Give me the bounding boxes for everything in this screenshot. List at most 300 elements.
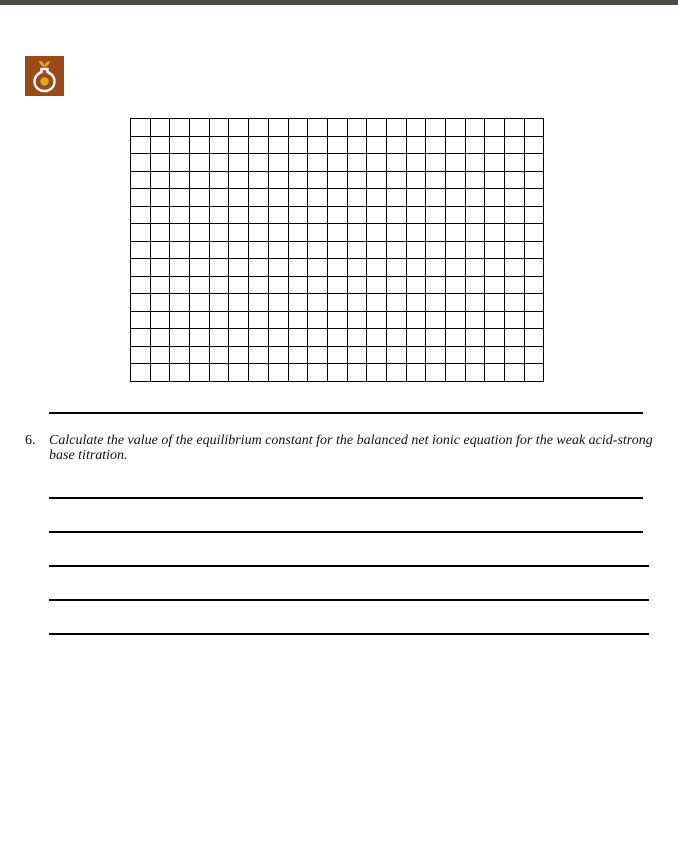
grid-cell [229,136,249,154]
grid-cell [249,206,269,224]
grid-cell [288,206,308,224]
grid-cell [446,329,466,347]
grid-cell [347,276,367,294]
grid-cell [190,276,210,294]
grid-cell [209,276,229,294]
grid-cell [386,206,406,224]
grid-cell [327,276,347,294]
grid-cell [367,241,387,259]
answer-line [49,497,643,499]
grid-cell [268,119,288,137]
grid-cell [288,224,308,242]
grid-cell [131,136,151,154]
answer-line [49,599,649,601]
grid-cell [485,259,505,277]
grid-cell [288,294,308,312]
grid-cell [367,259,387,277]
grid-cell [327,259,347,277]
flask-sprout-icon [25,56,64,96]
grid-cell [446,346,466,364]
grid-cell [170,294,190,312]
grid-cell [229,276,249,294]
grid-cell [190,364,210,382]
grid-cell [229,294,249,312]
grid-cell [406,136,426,154]
grid-cell [209,189,229,207]
grid-cell [367,206,387,224]
grid-cell [465,294,485,312]
grid-cell [505,364,525,382]
grid-cell [505,259,525,277]
grid-cell [465,119,485,137]
grid-cell [249,119,269,137]
grid-cell [288,189,308,207]
grid-cell [131,154,151,172]
grid-cell [131,206,151,224]
grid-cell [465,171,485,189]
grid-cell [308,294,328,312]
grid-cell [170,241,190,259]
grid-cell [524,136,544,154]
grid-cell [268,294,288,312]
grid-cell [229,224,249,242]
grid-cell [485,206,505,224]
grid-cell [485,154,505,172]
grid-cell [131,171,151,189]
grid-cell [426,136,446,154]
grid-cell [150,224,170,242]
grid-cell [386,259,406,277]
grid-cell [268,154,288,172]
grid-cell [367,171,387,189]
grid-cell [386,189,406,207]
grid-cell [347,206,367,224]
grid-cell [465,311,485,329]
grid-cell [406,346,426,364]
grid-cell [131,224,151,242]
grid-cell [170,364,190,382]
grid-cell [347,224,367,242]
grid-cell [446,189,466,207]
grid-cell [327,171,347,189]
grid-cell [465,136,485,154]
grid-cell [190,311,210,329]
grid-cell [485,189,505,207]
grid-cell [386,154,406,172]
grid-row [131,119,544,137]
grid-cell [268,329,288,347]
grid-cell [524,311,544,329]
grid-cell [170,206,190,224]
grid-cell [426,206,446,224]
grid-cell [209,294,229,312]
graph-paper-grid [130,118,544,382]
grid-cell [190,329,210,347]
grid-cell [170,136,190,154]
grid-cell [505,189,525,207]
grid-cell [170,346,190,364]
grid-cell [308,136,328,154]
grid-cell [327,364,347,382]
grid-cell [170,311,190,329]
answer-line [49,412,643,414]
grid-cell [327,346,347,364]
grid-cell [465,259,485,277]
grid-cell [347,346,367,364]
question-number: 6. [25,433,36,448]
grid-cell [249,154,269,172]
grid-cell [308,329,328,347]
grid-cell [524,119,544,137]
grid-cell [406,276,426,294]
grid-cell [288,346,308,364]
grid-cell [524,294,544,312]
grid-cell [426,346,446,364]
grid-cell [327,136,347,154]
grid-cell [367,136,387,154]
grid-row [131,136,544,154]
grid-cell [505,346,525,364]
grid-cell [485,119,505,137]
grid-cell [308,311,328,329]
grid-cell [209,364,229,382]
grid-cell [249,364,269,382]
grid-cell [386,224,406,242]
grid-cell [229,171,249,189]
grid-cell [229,206,249,224]
grid-cell [347,136,367,154]
grid-cell [308,171,328,189]
grid-cell [249,224,269,242]
grid-cell [229,259,249,277]
grid-cell [249,294,269,312]
grid-cell [505,136,525,154]
grid-cell [170,259,190,277]
grid-cell [426,171,446,189]
grid-cell [406,154,426,172]
grid-cell [268,276,288,294]
grid-cell [505,171,525,189]
grid-row [131,189,544,207]
grid-cell [426,259,446,277]
grid-cell [190,224,210,242]
grid-cell [446,259,466,277]
grid-cell [524,171,544,189]
grid-cell [406,189,426,207]
grid-cell [190,171,210,189]
grid-row [131,364,544,382]
grid-cell [327,311,347,329]
grid-cell [406,294,426,312]
grid-cell [386,329,406,347]
grid-cell [367,364,387,382]
grid-cell [426,294,446,312]
grid-cell [465,346,485,364]
grid-cell [426,241,446,259]
grid-cell [308,276,328,294]
question-text: Calculate the value of the equilibrium constant for the balanced net ionic equation for the weak acid-strong base titration. [49,433,653,463]
grid-cell [426,224,446,242]
grid-cell [406,259,426,277]
grid-cell [406,171,426,189]
grid-cell [327,329,347,347]
grid-cell [131,259,151,277]
grid-cell [505,311,525,329]
grid-cell [524,276,544,294]
grid-cell [485,224,505,242]
grid-cell [465,241,485,259]
grid-cell [288,136,308,154]
grid-cell [485,364,505,382]
grid-cell [485,171,505,189]
grid-cell [505,224,525,242]
grid-cell [367,329,387,347]
grid-cell [426,276,446,294]
grid-cell [268,241,288,259]
grid-cell [268,259,288,277]
grid-cell [485,346,505,364]
grid-cell [406,224,426,242]
grid-cell [150,241,170,259]
grid-cell [190,259,210,277]
grid-cell [308,189,328,207]
grid-cell [406,311,426,329]
grid-cell [426,329,446,347]
grid-cell [446,276,466,294]
grid-cell [327,294,347,312]
grid-cell [426,119,446,137]
grid-cell [150,171,170,189]
grid-cell [150,136,170,154]
grid-cell [446,206,466,224]
grid-cell [505,154,525,172]
grid-cell [367,119,387,137]
grid-cell [505,119,525,137]
grid-cell [465,364,485,382]
top-bar [0,0,678,5]
grid-cell [249,171,269,189]
grid-cell [150,154,170,172]
grid-cell [249,136,269,154]
grid-cell [170,171,190,189]
answer-line [49,633,649,635]
grid-cell [209,154,229,172]
grid-cell [485,294,505,312]
grid-cell [386,171,406,189]
grid-cell [505,294,525,312]
grid-cell [268,189,288,207]
grid-cell [249,311,269,329]
grid-cell [268,346,288,364]
grid-cell [249,259,269,277]
grid-cell [386,119,406,137]
grid-cell [446,224,466,242]
grid-cell [386,346,406,364]
grid-cell [386,364,406,382]
grid-cell [131,276,151,294]
grid-cell [190,241,210,259]
grid-cell [327,189,347,207]
grid-cell [347,189,367,207]
grid-cell [170,119,190,137]
grid-cell [268,171,288,189]
grid-row [131,259,544,277]
grid-cell [347,311,367,329]
grid-cell [308,364,328,382]
grid-cell [524,206,544,224]
grid-cell [209,136,229,154]
grid-cell [131,364,151,382]
grid-cell [209,224,229,242]
grid-cell [190,119,210,137]
grid-cell [367,346,387,364]
grid-cell [249,276,269,294]
grid-cell [426,154,446,172]
grid-cell [190,136,210,154]
grid-cell [327,241,347,259]
grid-cell [406,241,426,259]
grid-cell [465,329,485,347]
grid-cell [249,346,269,364]
grid-cell [327,154,347,172]
grid-cell [367,311,387,329]
grid-cell [150,206,170,224]
grid-row [131,171,544,189]
grid-cell [268,206,288,224]
grid-cell [347,259,367,277]
grid-row [131,206,544,224]
grid-cell [190,189,210,207]
grid-cell [170,329,190,347]
grid-cell [131,119,151,137]
grid-cell [524,241,544,259]
grid-cell [406,119,426,137]
grid-cell [209,171,229,189]
grid-cell [347,329,367,347]
grid-cell [288,311,308,329]
grid-cell [524,259,544,277]
grid-cell [386,311,406,329]
grid-cell [347,154,367,172]
grid-cell [308,259,328,277]
grid-cell [465,224,485,242]
grid-cell [505,329,525,347]
grid-cell [347,364,367,382]
grid-cell [268,311,288,329]
grid-cell [505,276,525,294]
grid-cell [249,329,269,347]
grid-cell [170,154,190,172]
grid-cell [367,294,387,312]
grid-cell [308,241,328,259]
grid-cell [524,329,544,347]
grid-cell [288,119,308,137]
grid-cell [308,224,328,242]
grid-cell [150,346,170,364]
answer-line [49,565,649,567]
grid-cell [249,241,269,259]
grid-cell [446,311,466,329]
grid-cell [288,154,308,172]
grid-cell [465,276,485,294]
grid-cell [268,224,288,242]
grid-cell [150,189,170,207]
grid-cell [209,329,229,347]
grid-cell [524,364,544,382]
grid-cell [288,259,308,277]
grid-cell [308,154,328,172]
grid-cell [485,276,505,294]
grid-cell [485,329,505,347]
grid-row [131,346,544,364]
grid-cell [131,346,151,364]
grid-row [131,294,544,312]
grid-cell [347,294,367,312]
grid-cell [268,136,288,154]
grid-cell [367,224,387,242]
grid-cell [406,206,426,224]
grid-cell [288,329,308,347]
grid-cell [190,294,210,312]
grid-cell [465,206,485,224]
grid-cell [446,294,466,312]
grid-cell [485,311,505,329]
grid-cell [327,206,347,224]
grid-cell [347,119,367,137]
grid-cell [209,206,229,224]
grid-cell [308,119,328,137]
grid-cell [426,189,446,207]
grid-row [131,224,544,242]
grid-cell [170,276,190,294]
grid-cell [327,224,347,242]
grid-cell [150,259,170,277]
grid-cell [150,311,170,329]
grid-cell [150,294,170,312]
grid-cell [190,346,210,364]
grid-cell [249,189,269,207]
grid-cell [229,189,249,207]
grid-cell [229,119,249,137]
grid-cell [406,364,426,382]
grid-cell [524,154,544,172]
grid-cell [446,136,466,154]
grid-cell [150,329,170,347]
grid-cell [485,241,505,259]
grid-cell [308,346,328,364]
grid-cell [367,154,387,172]
grid-cell [131,311,151,329]
grid-cell [465,154,485,172]
grid-cell [386,136,406,154]
grid-cell [209,119,229,137]
grid-cell [485,136,505,154]
grid-cell [505,241,525,259]
grid-cell [229,311,249,329]
grid-cell [268,364,288,382]
grid-cell [288,276,308,294]
grid-cell [131,189,151,207]
answer-line [49,531,643,533]
grid-cell [524,189,544,207]
grid-row [131,154,544,172]
grid-cell [446,241,466,259]
grid-cell [229,329,249,347]
grid-cell [288,364,308,382]
grid-cell [386,276,406,294]
grid-cell [446,171,466,189]
grid-cell [209,241,229,259]
